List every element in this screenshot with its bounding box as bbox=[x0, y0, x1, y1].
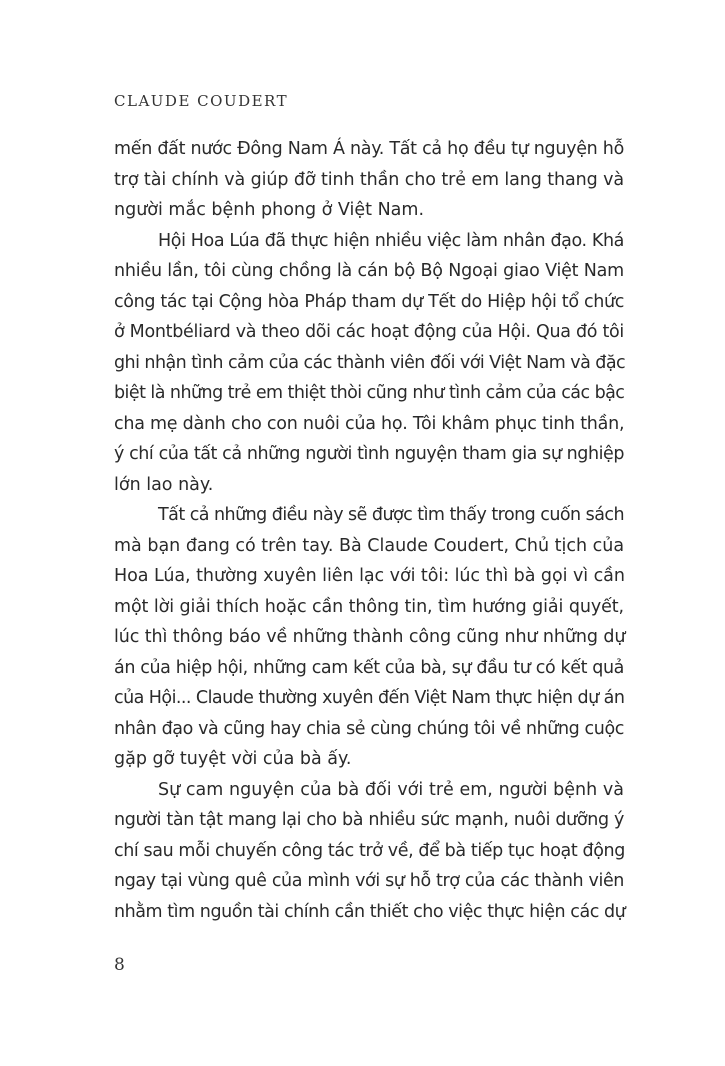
text-line: một lời giải thích hoặc cần thông tin, tìm hướng giải quyết, bbox=[114, 596, 624, 617]
text-line: ghi nhận tình cảm của các thành viên đối với Việt Nam và đặc bbox=[114, 352, 626, 373]
text-line: nhằm tìm nguồn tài chính cần thiết cho việc thực hiện các dự bbox=[114, 901, 626, 922]
text-line: nhiều lần, tôi cùng chồng là cán bộ Bộ Ngoại giao Việt Nam bbox=[114, 261, 624, 281]
text-line: chí sau mỗi chuyến công tác trở về, để bà tiếp tục hoạt động bbox=[114, 840, 625, 861]
text-line: án của hiệp hội, những cam kết của bà, sự đầu tư có kết quả bbox=[114, 657, 624, 678]
text-line: gặp gỡ tuyệt vời của bà ấy. bbox=[114, 749, 352, 769]
text-line: Tất cả những điều này sẽ được tìm thấy trong cuốn sách bbox=[158, 505, 624, 525]
text-line: ngay tại vùng quê của mình với sự hỗ trợ của các thành viên bbox=[114, 871, 624, 891]
text-line: trợ tài chính và giúp đỡ tinh thần cho trẻ em lang thang và bbox=[114, 169, 624, 190]
text-line: ở Montbéliard và theo dõi các hoạt động của Hội. Qua đó tôi bbox=[114, 322, 624, 342]
text-line: Sự cam nguyện của bà đối với trẻ em, người bệnh và bbox=[158, 779, 624, 800]
text-line: lớn lao này. bbox=[114, 474, 214, 495]
text-line: người mắc bệnh phong ở Việt Nam. bbox=[114, 200, 425, 220]
text-line: Hoa Lúa, thường xuyên liên lạc với tôi: lúc thì bà gọi vì cần bbox=[114, 566, 625, 586]
text-line: mà bạn đang có trên tay. Bà Claude Coudert, Chủ tịch của bbox=[114, 535, 625, 556]
text-line: biệt là những trẻ em thiệt thòi cũng như tình cảm của các bậc bbox=[114, 383, 625, 403]
text-line: nhân đạo và cũng hay chia sẻ cùng chúng tôi về những cuộc bbox=[114, 718, 624, 739]
text-line: của Hội... Claude thường xuyên đến Việt Nam thực hiện dự án bbox=[114, 688, 625, 708]
page-number: 8 bbox=[114, 955, 125, 975]
text-line: ý chí của tất cả những người tình nguyện tham gia sự nghiệp bbox=[114, 444, 624, 464]
text-line: người tàn tật mang lại cho bà nhiều sức mạnh, nuôi dưỡng ý bbox=[114, 810, 624, 830]
text-line: Hội Hoa Lúa đã thực hiện nhiều việc làm nhân đạo. Khá bbox=[158, 230, 624, 251]
body-text bbox=[114, 134, 624, 927]
text-line: mến đất nước Đông Nam Á này. Tất cả họ đều tự nguyện hỗ bbox=[114, 139, 624, 159]
text-line: công tác tại Cộng hòa Pháp tham dự Tết do Hiệp hội tổ chức bbox=[114, 291, 624, 312]
text-line: lúc thì thông báo về những thành công cũng như những dự bbox=[114, 627, 626, 647]
text-line: cha mẹ dành cho con nuôi của họ. Tôi khâm phục tinh thần, bbox=[114, 413, 625, 434]
running-header: CLAUDE COUDERT bbox=[114, 92, 289, 110]
